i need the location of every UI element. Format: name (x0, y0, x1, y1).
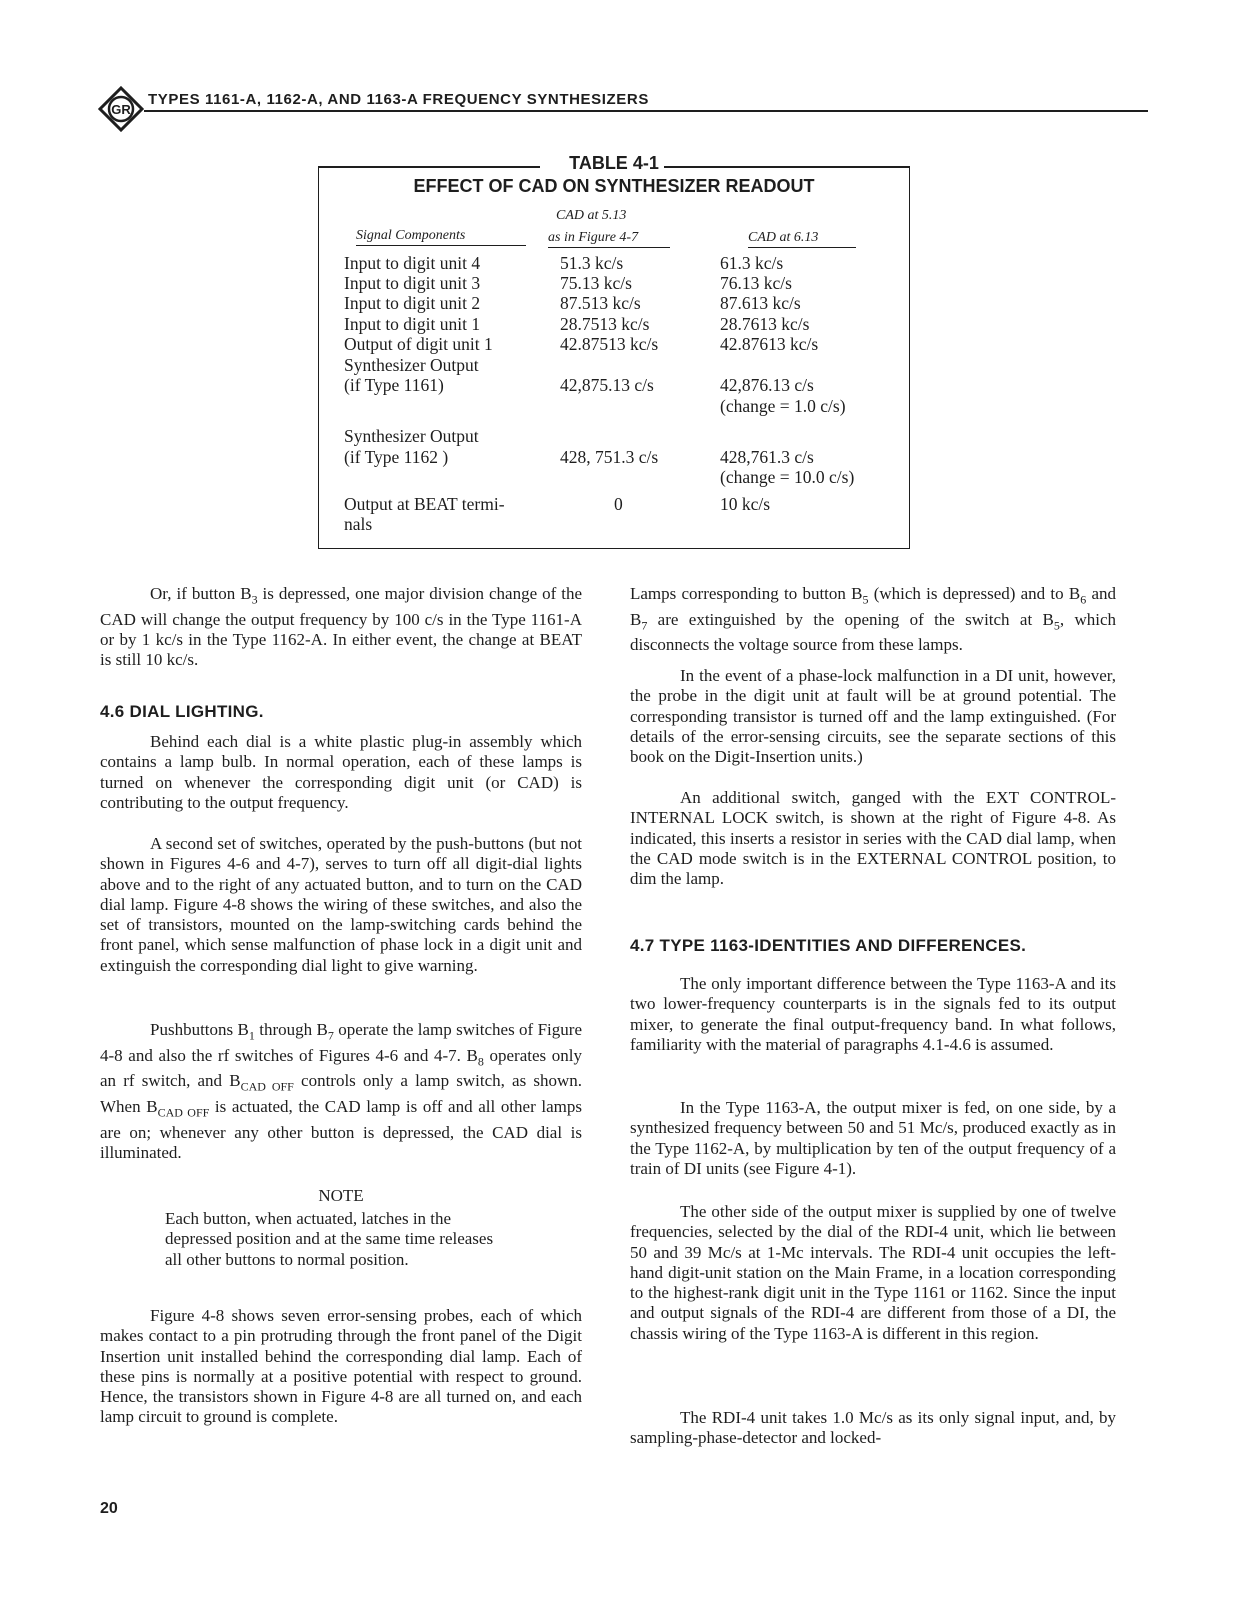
cell-r1-c3: 61.3 kc/s (720, 253, 784, 273)
subscript: 6 (1080, 592, 1087, 607)
note-body: Each button, when actuated, latches in the depressed position and at the same time releases all other buttons to normal position. (165, 1209, 494, 1269)
page-number: 20 (100, 1500, 118, 1517)
cell-r10-c3: 428,761.3 c/s (720, 447, 814, 467)
cell-r7-c3: 42,876.13 c/s (720, 375, 814, 395)
text-segment: is depressed, one major division change of the CAD will change the output frequency by 100 c/s in the Type 1161-A or by 1 kc/s in the Type 1162-A. In either event, the change at BEAT is still 10 kc/s. (100, 584, 582, 670)
subscript: 3 (251, 592, 258, 607)
text-segment: operates only an rf switch, and B (100, 1045, 582, 1091)
paragraph-button-b3 (100, 584, 582, 671)
colhead-cad513-line2: as in Figure 4-7 (548, 230, 670, 248)
cell-r4-c2: 28.7513 kc/s (560, 314, 650, 334)
table-title: EFFECT OF CAD ON SYNTHESIZER READOUT (413, 176, 815, 196)
cell-r2-c1: Input to digit unit 3 (344, 273, 481, 293)
colhead-signal-components: Signal Components (356, 228, 526, 246)
cell-r4-c1: Input to digit unit 1 (344, 314, 481, 334)
cell-r5-c1: Output of digit unit 1 (344, 334, 493, 354)
cell-r3-c2: 87.513 kc/s (560, 293, 641, 313)
paragraph-phase-lock-malfunction: In the event of a phase-lock malfunction in a DI unit, however, the probe in the digit unit at fault will be at ground potential. The corresponding transistor is turned off and the lamp extinguished. (For details of the error-sensing circuits, see the separate sections of this book on the Digit-Insertion units.) (630, 666, 1116, 767)
heading-4-7: 4.7 TYPE 1163-IDENTITIES AND DIFFERENCES. (630, 936, 1027, 955)
colhead-cad613: CAD at 6.13 (748, 230, 856, 248)
note-title: NOTE (318, 1186, 364, 1205)
subscript: CAD OFF (240, 1079, 294, 1094)
paragraph-behind-each-dial: Behind each dial is a white plastic plug-in assembly which contains a lamp bulb. In normal operation, each of these lamps is turned on whenever the corresponding digit unit (or CAD) is contributing to the output frequency. (100, 732, 582, 812)
cell-r12-c2: 0 (614, 494, 623, 514)
cell-r12-c3: 10 kc/s (720, 494, 771, 514)
paragraph-rdi4: The RDI-4 unit takes 1.0 Mc/s as its only signal input, and, by sampling-phase-detector and locked- (630, 1408, 1116, 1448)
subscript: 7 (641, 618, 648, 633)
paragraph-error-sensing: Figure 4-8 shows seven error-sensing probes, each of which makes contact to a pin protruding through the front panel of the Digit Insertion unit installed behind the corresponding dial lamp. Each of these pins is normally at a positive potential with respect to ground. Hence, the transistors shown in Figure 4-8 are all turned on, and each lamp circuit to ground is complete. (100, 1306, 582, 1427)
gr-logo-text: GR (111, 102, 131, 117)
paragraph-other-side: The other side of the output mixer is supplied by one of twelve frequencies, selected by the dial of the RDI-4 unit, which lie between 50 and 39 Mc/s at 1-Mc intervals. The RDI-4 unit occupies the left-hand digit-unit station on the Main Frame, in a location corresponding to the highest-rank digit unit in the Type 1161 or 1162. Since the input and output signals of the RDI-4 are different from those of a DI, the chassis wiring of the Type 1163-A is different in this region. (630, 1202, 1116, 1343)
text-segment: operate the lamp switches of Figure 4-8 and also the rf switches of Figures 4-6 and 4-7. B (100, 1020, 582, 1065)
cell-r2-c3: 76.13 kc/s (720, 273, 792, 293)
cell-r10-c2: 428, 751.3 c/s (560, 447, 659, 467)
cell-r7-c1: (if Type 1161) (344, 375, 444, 395)
cell-r6-c1: Synthesizer Output (344, 355, 479, 375)
header-rule (144, 110, 1148, 112)
paragraph-only-difference: The only important difference between the Type 1163-A and its two lower-frequency counterparts is in the signals fed to its output mixer, to generate the final output-frequency band. In what follows, familiarity with the material of paragraphs 4.1-4.6 is assumed. (630, 974, 1116, 1054)
subscript: 5 (862, 592, 869, 607)
cell-r5-c3: 42.87613 kc/s (720, 334, 819, 354)
cell-r4-c3: 28.7613 kc/s (720, 314, 810, 334)
text-segment: Pushbuttons B (150, 1020, 249, 1039)
running-header: TYPES 1161-A, 1162-A, AND 1163-A FREQUENCY SYNTHESIZERS (148, 91, 649, 108)
text-segment: , which disconnects the voltage source from these lamps. (630, 609, 1116, 655)
text-segment: Or, if button B (150, 584, 252, 603)
cell-r12-c1: Output at BEAT termi- (344, 494, 505, 514)
subscript: 1 (248, 1028, 255, 1043)
text-segment: and B (630, 584, 1116, 629)
cell-r9-c1: Synthesizer Output (344, 426, 479, 446)
cell-r3-c3: 87.613 kc/s (720, 293, 801, 313)
cell-r7-c2: 42,875.13 c/s (560, 375, 654, 395)
paragraph-type-1163: In the Type 1163-A, the output mixer is fed, on one side, by a synthesized frequency between 50 and 51 Mc/s, produced exactly as in the Type 1162-A, by multiplication by ten of the output frequency of a train of DI units (see Figure 4-1). (630, 1098, 1116, 1178)
text-segment: (which is depressed) and to B (868, 584, 1081, 603)
paragraph-second-set: A second set of switches, operated by the push-buttons (but not shown in Figures 4-6 and 4-7), serves to turn off all digit-dial lights above and to the right of any actuated button, and to turn on the CAD dial lamp. Figure 4-8 shows the wiring of these switches, and also the set of transistors, mounted on the lamp-switching cards behind the front panel, which sense malfunction of phase lock in a digit unit and extinguish the corresponding dial light to give warning. (100, 834, 582, 975)
colhead-cad513-line1: CAD at 5.13 (556, 208, 627, 223)
cell-r8-c3: (change = 1.0 c/s) (720, 396, 846, 416)
paragraph-additional-switch: An additional switch, ganged with the EXT CONTROL-INTERNAL LOCK switch, is shown at the right of Figure 4-8. As indicated, this inserts a resistor in series with the CAD dial lamp, when the CAD mode switch is in the EXTERNAL CONTROL position, to dim the lamp. (630, 788, 1116, 889)
heading-4-6: 4.6 DIAL LIGHTING. (100, 702, 264, 721)
cell-r1-c2: 51.3 kc/s (560, 253, 624, 273)
text-segment: Lamps corresponding to button B (630, 584, 863, 603)
cell-r5-c2: 42.87513 kc/s (560, 334, 659, 354)
subscript: 7 (327, 1028, 334, 1043)
cell-r11-c3: (change = 10.0 c/s) (720, 467, 855, 487)
table-label: TABLE 4-1 (569, 153, 659, 173)
paragraph-pushbuttons (100, 1020, 582, 1163)
text-segment: are extinguished by the opening of the switch at B (647, 609, 1054, 629)
subscript: 8 (477, 1054, 484, 1069)
cell-r3-c1: Input to digit unit 2 (344, 293, 481, 313)
subscript: CAD OFF (157, 1105, 210, 1120)
subscript: 5 (1053, 618, 1060, 633)
text-segment: controls only a lamp switch, as shown. When B (100, 1071, 583, 1117)
gr-logo (98, 86, 144, 132)
cell-r10-c1: (if Type 1162 ) (344, 447, 449, 467)
cell-r2-c2: 75.13 kc/s (560, 273, 632, 293)
cell-r13-c1: nals (344, 514, 373, 534)
text-segment: through B (254, 1020, 328, 1039)
text-segment: is actuated, the CAD lamp is off and all other lamps are on; whenever any other button is depressed, the CAD dial is illuminated. (100, 1097, 582, 1163)
cell-r1-c1: Input to digit unit 4 (344, 253, 481, 273)
paragraph-lamps (630, 584, 1116, 656)
